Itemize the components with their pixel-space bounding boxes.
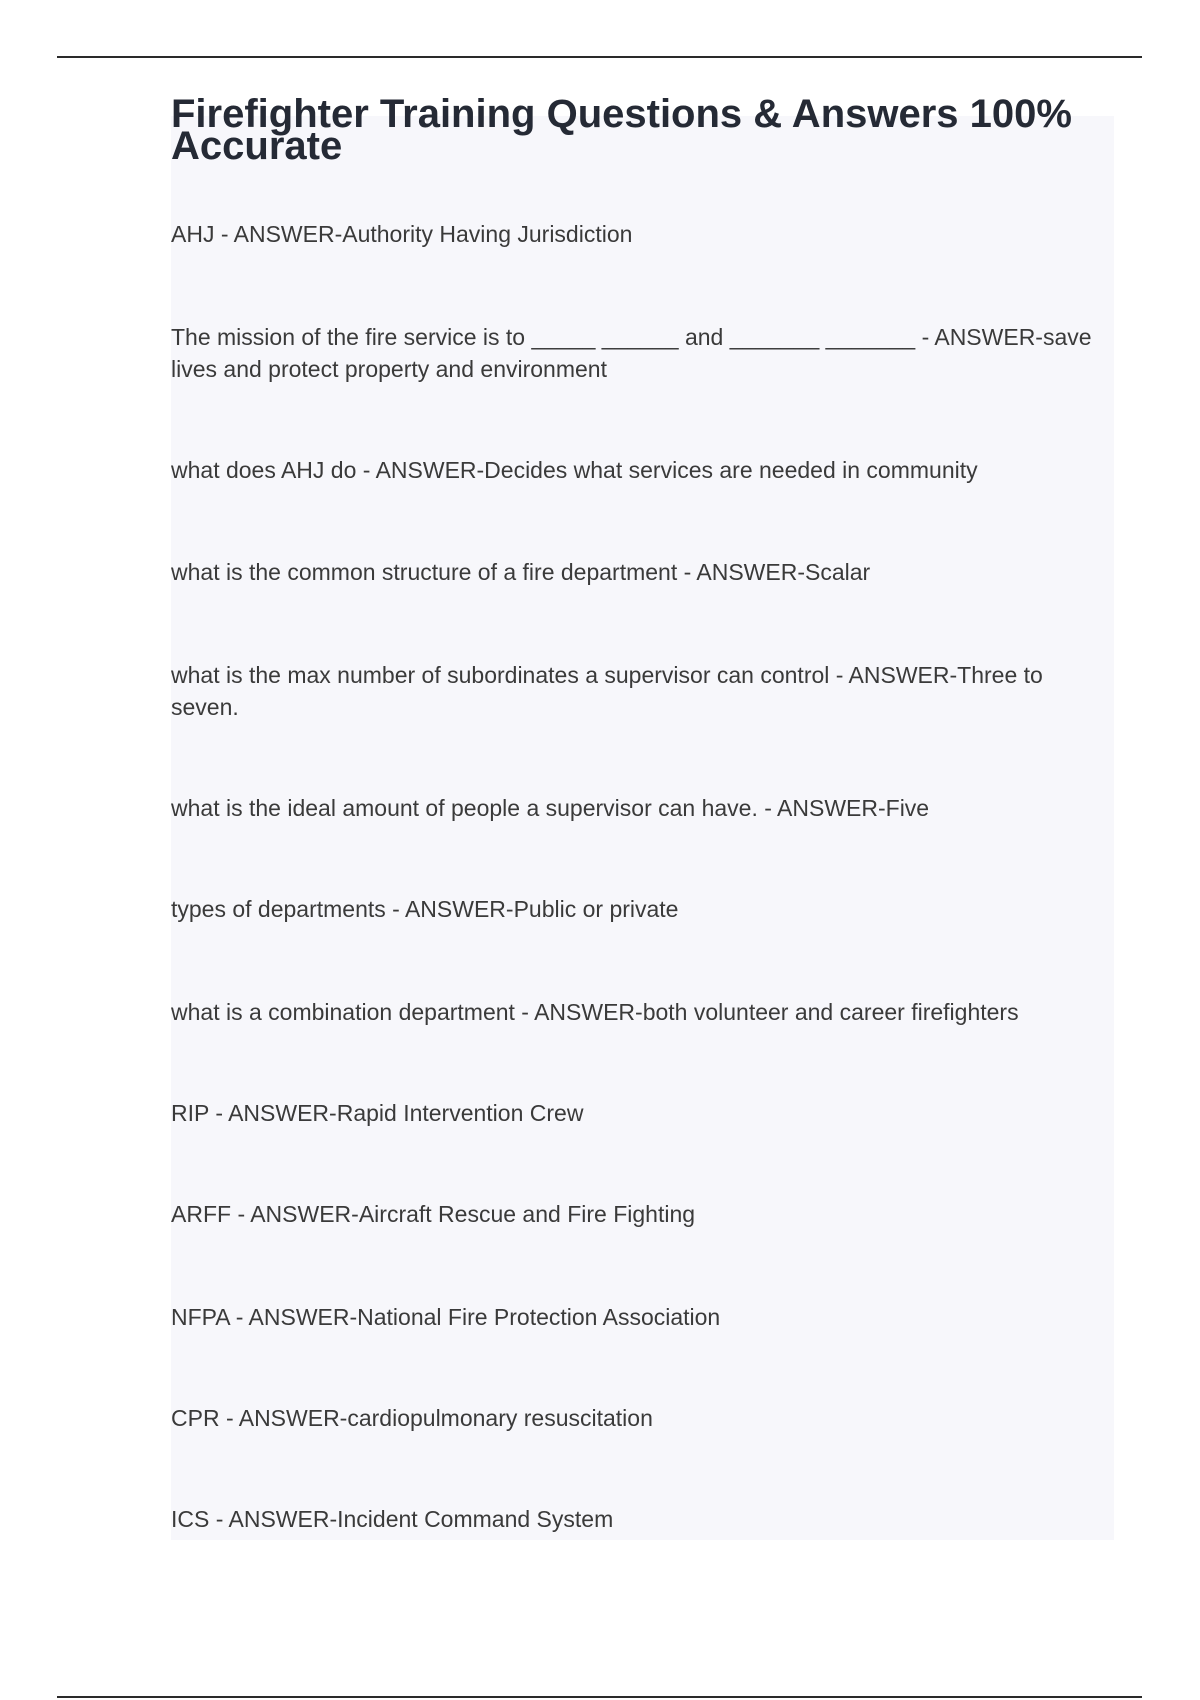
qa-item: ARFF - ANSWER-Aircraft Rescue and Fire Fighting [171,1201,696,1227]
qa-item: what does AHJ do - ANSWER-Decides what services are needed in community [171,457,978,483]
qa-item: what is a combination department - ANSWER-both volunteer and career firefighters [171,999,1019,1025]
qa-item: what is the ideal amount of people a supervisor can have. - ANSWER-Five [171,795,930,821]
qa-item: AHJ - ANSWER-Authority Having Jurisdiction [171,221,633,247]
qa-item: types of departments - ANSWER-Public or private [171,896,679,922]
qa-item: RIP - ANSWER-Rapid Intervention Crew [171,1100,584,1126]
qa-item: The mission of the fire service is to _____ ______ and _______ _______ - ANSWER-save lives and protect property and environment [171,324,1092,382]
qa-item: NFPA - ANSWER-National Fire Protection Association [171,1304,721,1330]
qa-item: what is the common structure of a fire department - ANSWER-Scalar [171,559,871,585]
bottom-rule [57,1696,1142,1698]
qa-item: what is the max number of subordinates a supervisor can control - ANSWER-Three to seven. [171,662,1043,720]
document-body [171,92,1114,1532]
qa-item: CPR - ANSWER-cardiopulmonary resuscitation [171,1405,653,1431]
document-title: Firefighter Training Questions & Answers 100% Accurate [171,92,1072,168]
top-rule [57,56,1142,58]
qa-item: ICS - ANSWER-Incident Command System [171,1506,614,1532]
